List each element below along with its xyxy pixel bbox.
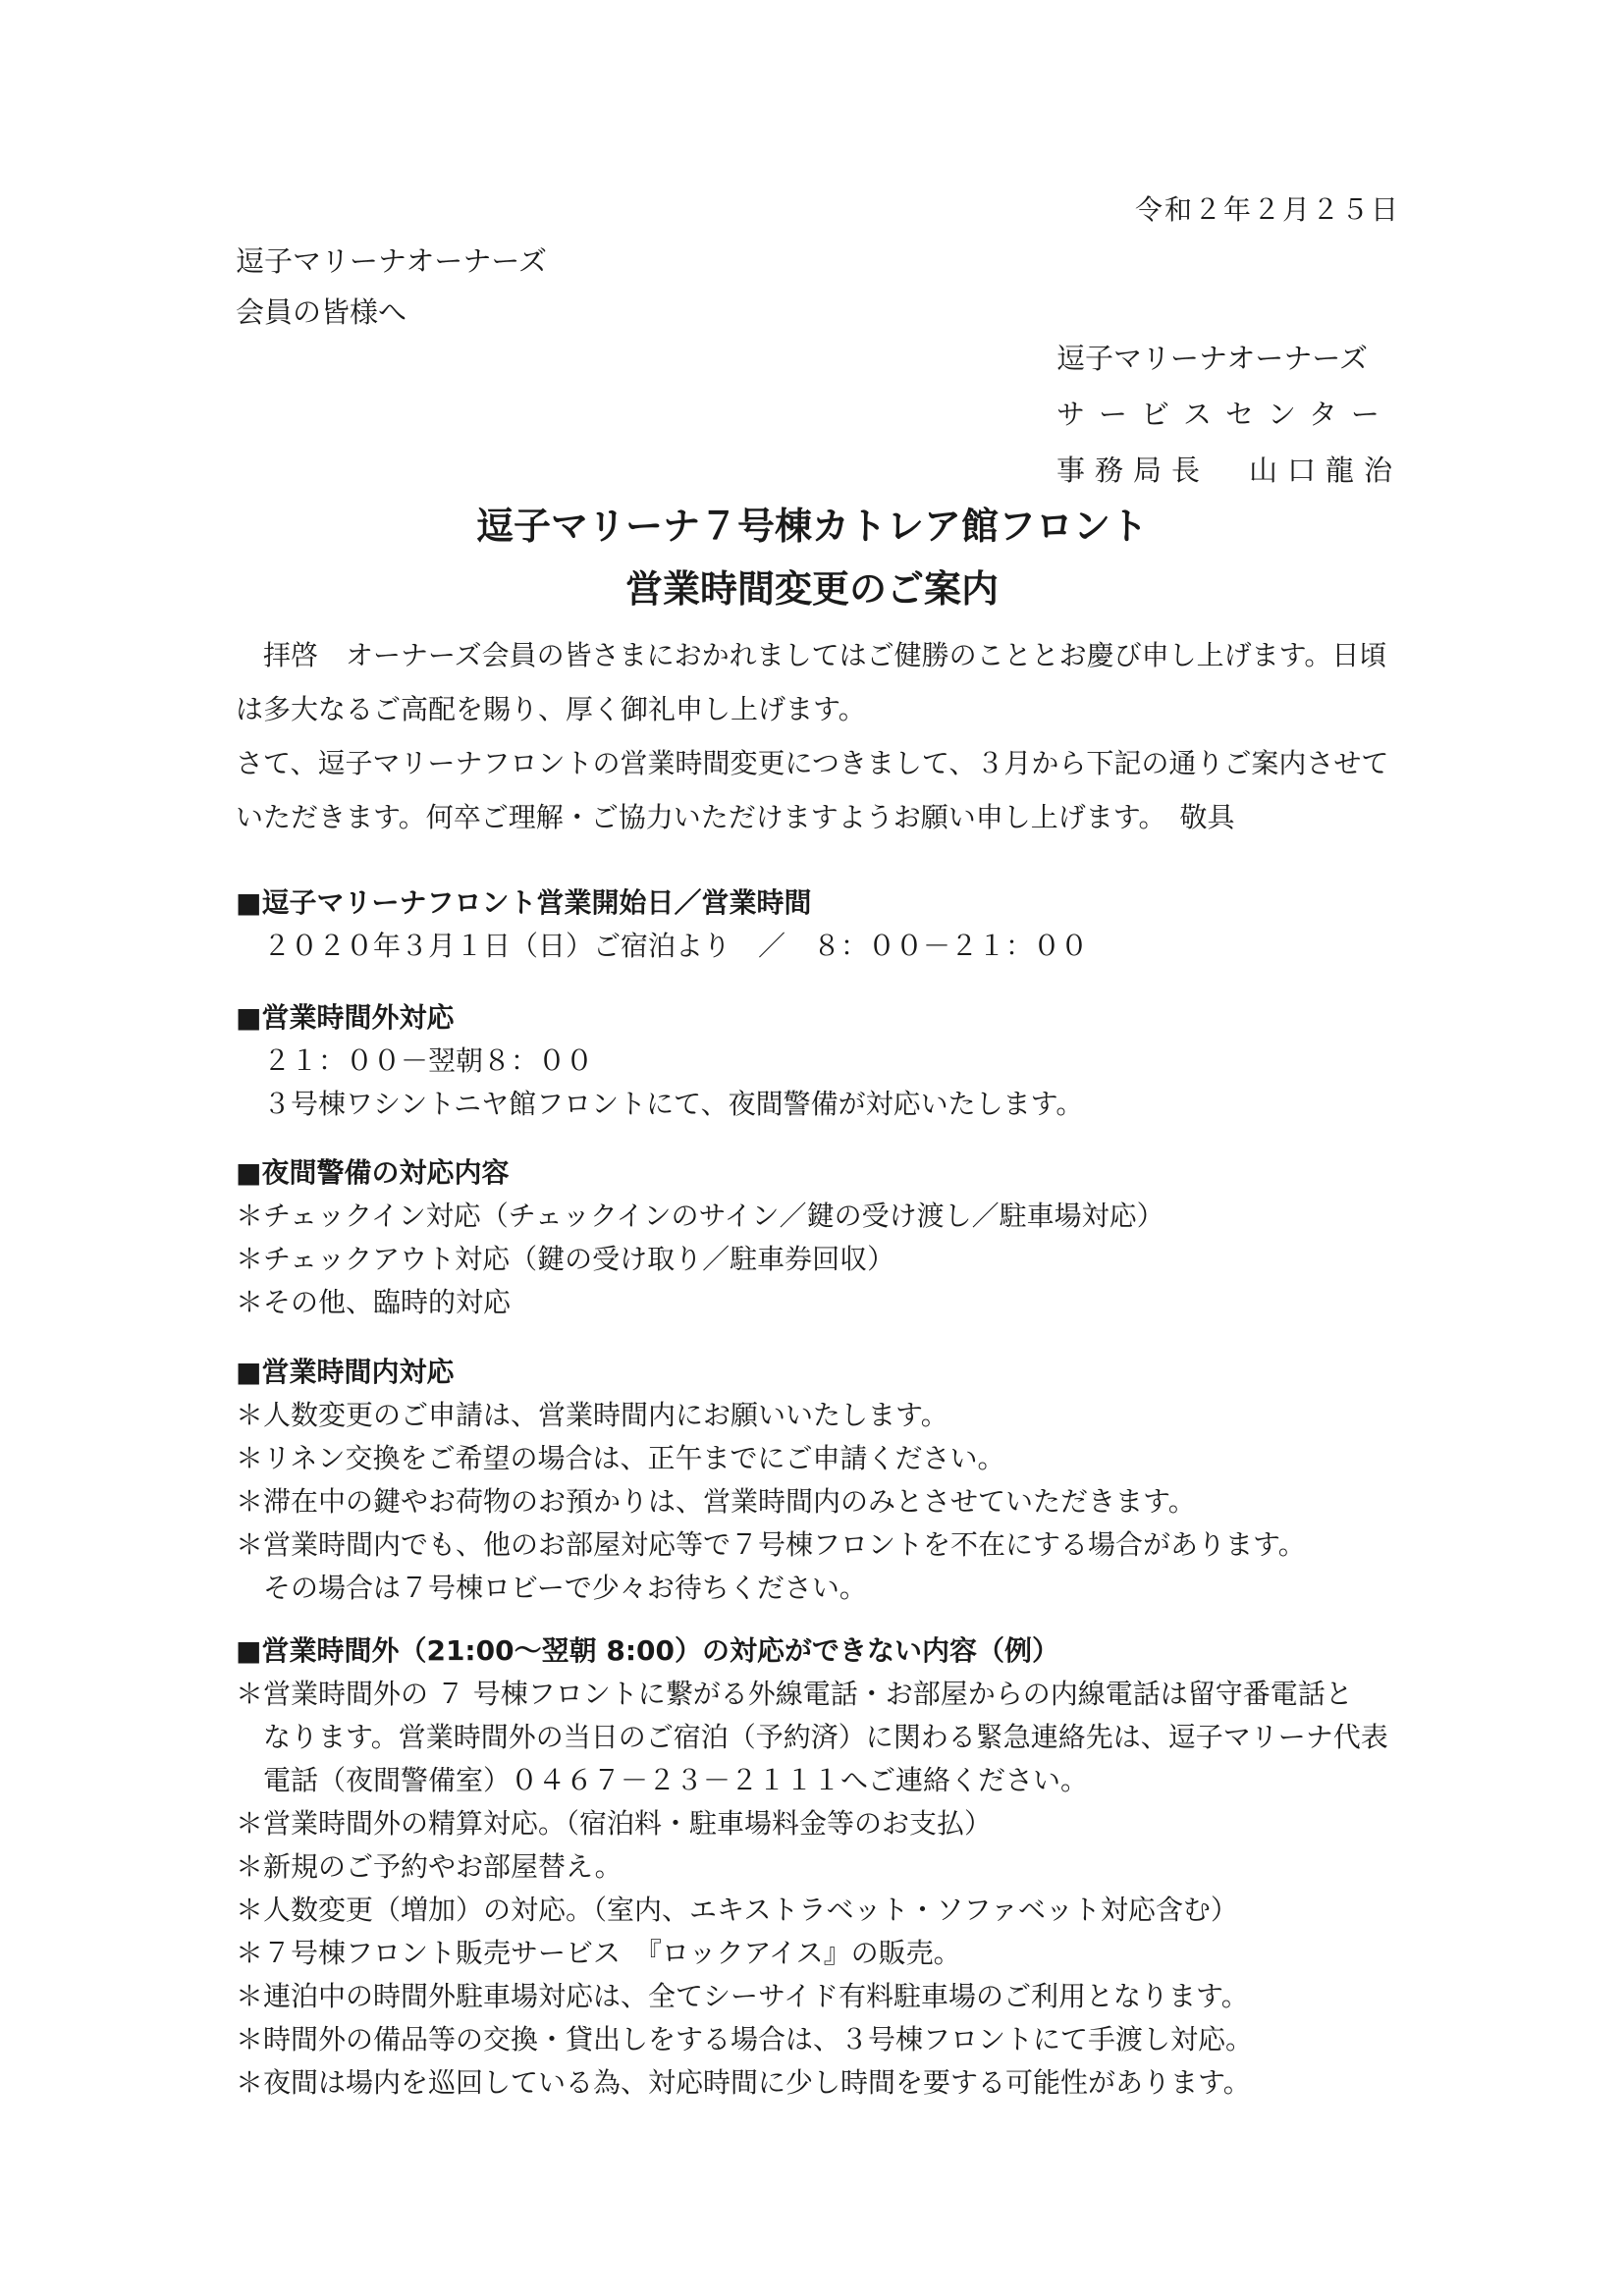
section-line: ２０２０年３月１日（日）ご宿泊より ／ ８：００－２１：００ [263,930,1089,962]
section-heading: ■営業時間内対応 [236,1356,455,1388]
section-line: ＊人数変更のご申請は、営業時間内にお願いいたします。 [236,1399,948,1431]
section-heading: ■営業時間外対応 [236,1001,455,1034]
section-line: ＊夜間は場内を巡回している為、対応時間に少し時間を要する可能性があります。 [236,2066,1251,2099]
section-heading: ■営業時間外（21:00～翌朝 8:00）の対応ができない内容（例） [236,1634,1059,1667]
document-date: 令和２年２月２５日 [1134,193,1400,226]
sender-role-name [1056,443,1402,499]
section-line: ＊チェックアウト対応（鍵の受け取り／駐車券回収） [236,1243,895,1275]
section-line: ＊連泊中の時間外駐車場対応は、全てシーサイド有料駐車場のご利用となります。 [236,1980,1249,2012]
section-line: ＊滞在中の鍵やお荷物のお預かりは、営業時間内のみとさせていただきます。 [236,1485,1196,1518]
recipient-line-2: 会員の皆様へ [236,295,407,329]
sender-name: 山口龍治 [1249,454,1403,487]
section-line: ＊人数変更（増加）の対応。（室内、エキストラベット・ソファベット対応含む） [236,1894,1238,1926]
section-line: ＊リネン交換をご希望の場合は、正午までにご申請ください。 [236,1442,1005,1474]
section-line: ２１：００－翌朝８：００ [263,1044,594,1077]
recipient-line-1: 逗子マリーナオーナーズ [236,244,547,278]
document-title [0,495,1624,620]
sender-line-2: サービスセンター [1056,398,1393,431]
section-line: ＊新規のご予約やお部屋替え。 [236,1850,623,1883]
title-line-2: 営業時間変更のご案内 [624,567,999,611]
greeting-paragraph-1: 拝啓 オーナーズ会員の皆さまにおかれましてはご健勝のこととお慶び申し上げます。日頃は多大なるご高配を賜り、厚く御礼申し上げます。 [236,639,1387,725]
greeting-paragraph-2: さて、逗子マリーナフロントの営業時間変更につきまして、３月から下記の通りご案内させていただきます。何卒ご理解・ご協力いただけますようお願い申し上げます。 敬具 [236,747,1389,833]
section-line: ３号棟ワシントニヤ館フロントにて、夜間警備が対応いたします。 [263,1088,1084,1120]
section-line: ＊その他、臨時的対応 [236,1286,512,1318]
section-line: ＊営業時間外の ７ 号棟フロントに繋がる外線電話・お部屋からの内線電話は留守番電話と [236,1678,1353,1710]
section-line: その場合は７号棟ロビーで少々お待ちください。 [263,1572,867,1604]
sender-block [1056,331,1402,499]
section-heading: ■夜間警備の対応内容 [236,1156,510,1189]
recipient-block [236,236,547,338]
section-night-security [236,1151,1414,1324]
section-line: ＊時間外の備品等の交換・貸出しをする場合は、３号棟フロントにて手渡し対応。 [236,2023,1254,2056]
sender-role: 事務局長 [1056,454,1211,487]
section-unavailable-services [236,1629,1414,2105]
section-line: 電話（夜間警備室）０４６７－２３－２１１１へご連絡ください。 [263,1764,1089,1796]
section-line: なります。営業時間外の当日のご宿泊（予約済）に関わる緊急連絡先は、逗子マリーナ代表 [263,1721,1388,1753]
section-after-hours [236,996,1414,1126]
greeting-text [236,628,1394,844]
sender-line-1: 逗子マリーナオーナーズ [1056,342,1368,375]
section-line: ＊営業時間外の精算対応。（宿泊料・駐車場料金等のお支払） [236,1807,993,1840]
section-line: ＊チェックイン対応（チェックインのサイン／鍵の受け渡し／駐車場対応） [236,1200,1164,1232]
section-business-hours [236,1351,1414,1610]
section-heading: ■逗子マリーナフロント営業開始日／営業時間 [236,886,812,919]
section-line: ＊営業時間内でも、他のお部屋対応等で７号棟フロントを不在にする場合があります。 [236,1528,1306,1561]
title-line-1: 逗子マリーナ７号棟カトレア館フロント [475,505,1148,548]
section-line: ＊７号棟フロント販売サービス 『ロックアイス』の販売。 [236,1937,961,1969]
section-front-hours [236,881,1414,968]
